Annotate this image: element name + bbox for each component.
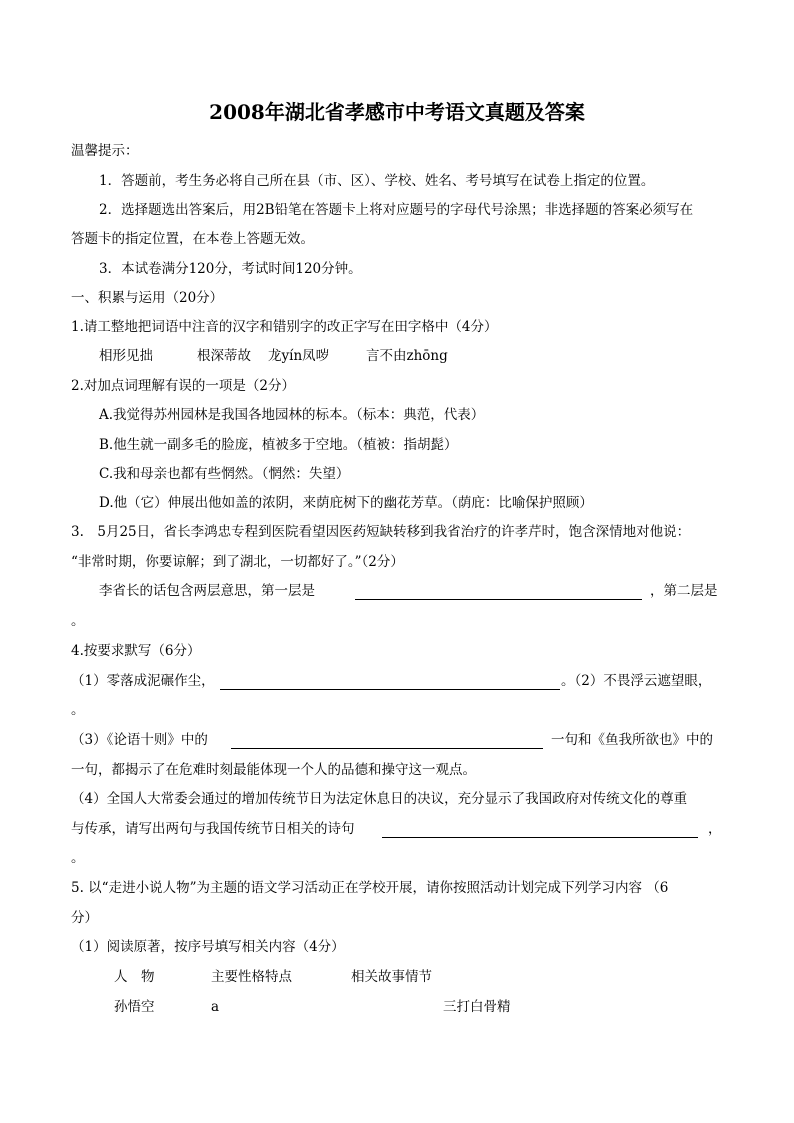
- q2-option-c: C.我和母亲也都有些惘然。（惘然：失望）: [99, 466, 350, 482]
- q2-option-b: B.他生就一副多毛的脸庞，植被多于空地。（植被：指胡髭）: [99, 437, 458, 453]
- table-header-person: 人 物: [114, 969, 155, 985]
- q4-p1-suffix: 。（2）不畏浮云遮望眼，: [561, 673, 712, 689]
- q5-stem-line-1: 5. 以“走进小说人物”为主题的语文学习活动正在学校开展，请你按照活动计划完成下列学习内容 （6: [71, 880, 669, 896]
- table-header-plot: 相关故事情节: [351, 969, 432, 985]
- tip-line-3: 答题卡的指定位置，在本卷上答题无效。: [71, 231, 314, 247]
- q1-word-4: 言不由zhōng: [366, 348, 448, 364]
- q4-p4-line-2: 与传承，请写出两句与我国传统节日相关的诗句: [71, 821, 355, 837]
- tip-label: 温馨提示：: [71, 143, 139, 159]
- q2-option-a: A.我觉得苏州园林是我国各地园林的标本。（标本：典范，代表）: [99, 407, 485, 423]
- q4-blank-2[interactable]: [231, 748, 543, 749]
- q3-answer-prefix: 李省长的话包含两层意思，第一层是: [99, 583, 315, 599]
- q3-line-2: “非常时期，你要谅解；到了湖北，一切都好了。”（2分）: [71, 554, 404, 570]
- table-cell-traits[interactable]: a: [211, 999, 220, 1015]
- table-header-traits: 主要性格特点: [211, 969, 292, 985]
- q4-blank-3[interactable]: [382, 837, 698, 838]
- q4-p4-comma: ，: [708, 821, 722, 837]
- q5-stem-line-2: 分）: [71, 910, 98, 926]
- q3-line-1: 3. 5月25日，省长李鸿忠专程到医院看望因医药短缺转移到我省治疗的许孝芹时，饱含深情地对他说：: [71, 524, 691, 540]
- q4-blank-1[interactable]: [220, 689, 560, 690]
- q1-word-3: 龙yín凤哕: [268, 348, 330, 364]
- page-title: 2008年湖北省孝感市中考语文真题及答案: [209, 100, 585, 124]
- q4-stem: 4.按要求默写（6分）: [71, 643, 201, 659]
- table-cell-person: 孙悟空: [114, 999, 155, 1015]
- q4-p4-line-1: （4）全国人大常委会通过的增加传统节日为法定休息日的决议，充分显示了我国政府对传统文化的尊重: [71, 791, 688, 807]
- q2-stem: 2.对加点词理解有误的一项是（2分）: [71, 378, 295, 394]
- q4-p4-end: 。: [71, 850, 85, 866]
- q4-p3-line-2: 一句，都揭示了在危难时刻最能体现一个人的品德和操守这一观点。: [71, 762, 476, 778]
- q5-sub-1: （1）阅读原著，按序号填写相关内容（4分）: [71, 939, 345, 955]
- q2-option-d: D.他（它）伸展出他如盖的浓阴，来荫庇树下的幽花芳草。（荫庇：比喻保护照顾）: [99, 495, 593, 511]
- tip-line-1: 1．答题前，考生务必将自己所在县（市、区）、学校、姓名、考号填写在试卷上指定的位置。: [99, 173, 655, 189]
- q4-p3-suffix: 一句和《鱼我所欲也》中的: [551, 732, 713, 748]
- section-heading: 一、积累与运用（20分）: [71, 290, 224, 306]
- q3-blank-1[interactable]: [355, 599, 642, 600]
- table-cell-plot: 三打白骨精: [443, 999, 511, 1015]
- q3-answer-end: 。: [71, 613, 85, 629]
- q4-p3-prefix: （3）《论语十则》中的: [71, 732, 208, 748]
- tip-line-2: 2．选择题选出答案后，用2B铅笔在答题卡上将对应题号的字母代号涂黑；非选择题的答案必须写在: [99, 202, 694, 218]
- tip-line-4: 3．本试卷满分120分，考试时间120分钟。: [99, 261, 362, 277]
- q4-p1-end: 。: [71, 702, 85, 718]
- q1-word-2: 根深蒂故: [197, 348, 251, 364]
- q1-word-1: 相形见拙: [99, 348, 153, 364]
- q1-stem: 1.请工整地把词语中注音的汉字和错别字的改正字写在田字格中（4分）: [71, 319, 498, 335]
- q4-p1-prefix: （1）零落成泥碾作尘，: [71, 673, 215, 689]
- q3-answer-mid: ，第二层是: [650, 583, 718, 599]
